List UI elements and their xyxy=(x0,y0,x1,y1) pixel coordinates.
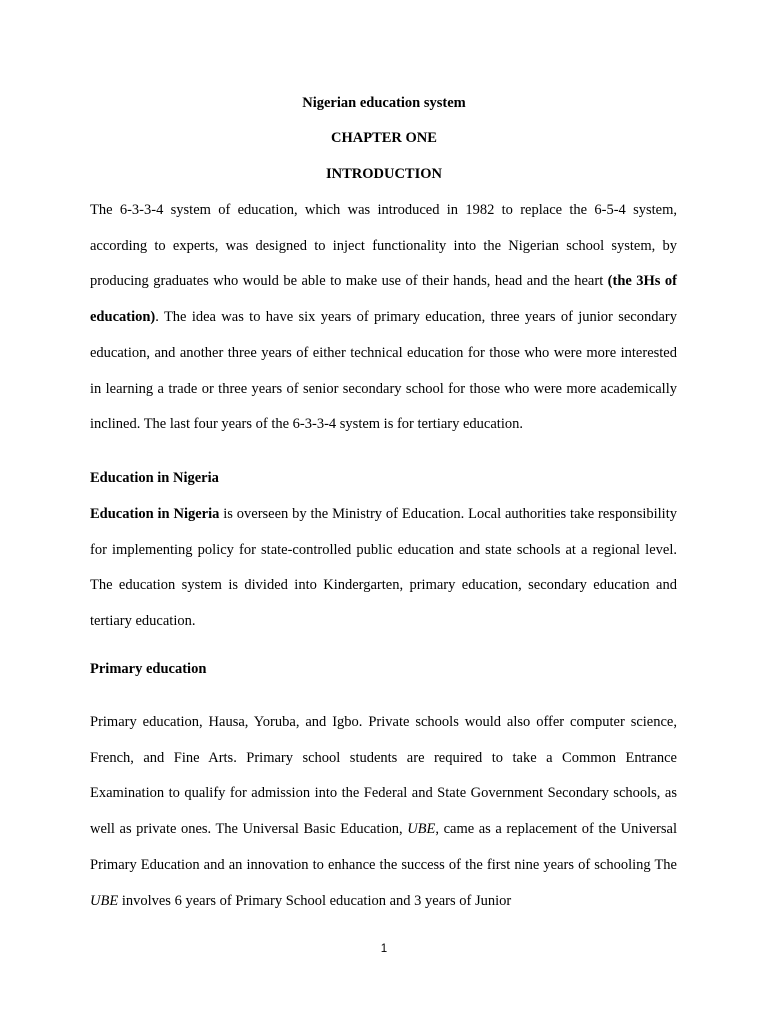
education-paragraph xyxy=(90,497,677,640)
primary-text-3: involves 6 years of Primary School education and 3 years of Junior xyxy=(118,892,512,909)
primary-text-1: Primary education, Hausa, Yoruba, and Igbo. Private schools would also offer computer science, French, and Fine Arts. Primary school students are required to take a Common Entrance Examination to qualify for admission into the Federal and State Government Secondary schools, as well as private ones. The Universal Basic Education, xyxy=(90,714,677,838)
intro-text-2: . The idea was to have six years of primary education, three years of junior secondary education, and another three years of either technical education for those who were more interested in learning a trade or three years of senior secondary school for those who were more academically inclined. The last four years of the 6-3-3-4 system is for tertiary education. xyxy=(90,309,677,433)
intro-text-1: The 6-3-3-4 system of education, which was introduced in 1982 to replace the 6-5-4 system, according to experts, was designed to inject functionality into the Nigerian school system, by producing graduates who would be able to make use of their hands, head and the heart xyxy=(90,202,677,290)
education-text: is overseen by the Ministry of Education. Local authorities take responsibility for implementing policy for state-controlled public education and state schools at a regional level. The education system is divided into Kindergarten, primary education, secondary education and tertiary education. xyxy=(90,506,677,630)
chapter-heading: CHAPTER ONE xyxy=(331,130,437,146)
intro-bold-phrase: (the 3Hs of education) xyxy=(90,273,677,326)
primary-paragraph xyxy=(90,705,677,919)
primary-italic-ube-1: UBE xyxy=(407,821,436,838)
education-heading: Education in Nigeria xyxy=(90,470,219,486)
primary-text-2: , came as a replacement of the Universal Primary Education and an innovation to enhance the success of the first nine years of schooling The xyxy=(90,821,677,873)
primary-heading: Primary education xyxy=(90,661,207,677)
education-bold-lead: Education in Nigeria xyxy=(90,506,220,522)
section-heading: INTRODUCTION xyxy=(325,166,442,182)
page-number: 1 xyxy=(380,943,388,955)
document-title: Nigerian education system xyxy=(302,95,466,111)
primary-italic-ube-2: UBE xyxy=(90,892,119,909)
intro-paragraph xyxy=(90,193,677,443)
